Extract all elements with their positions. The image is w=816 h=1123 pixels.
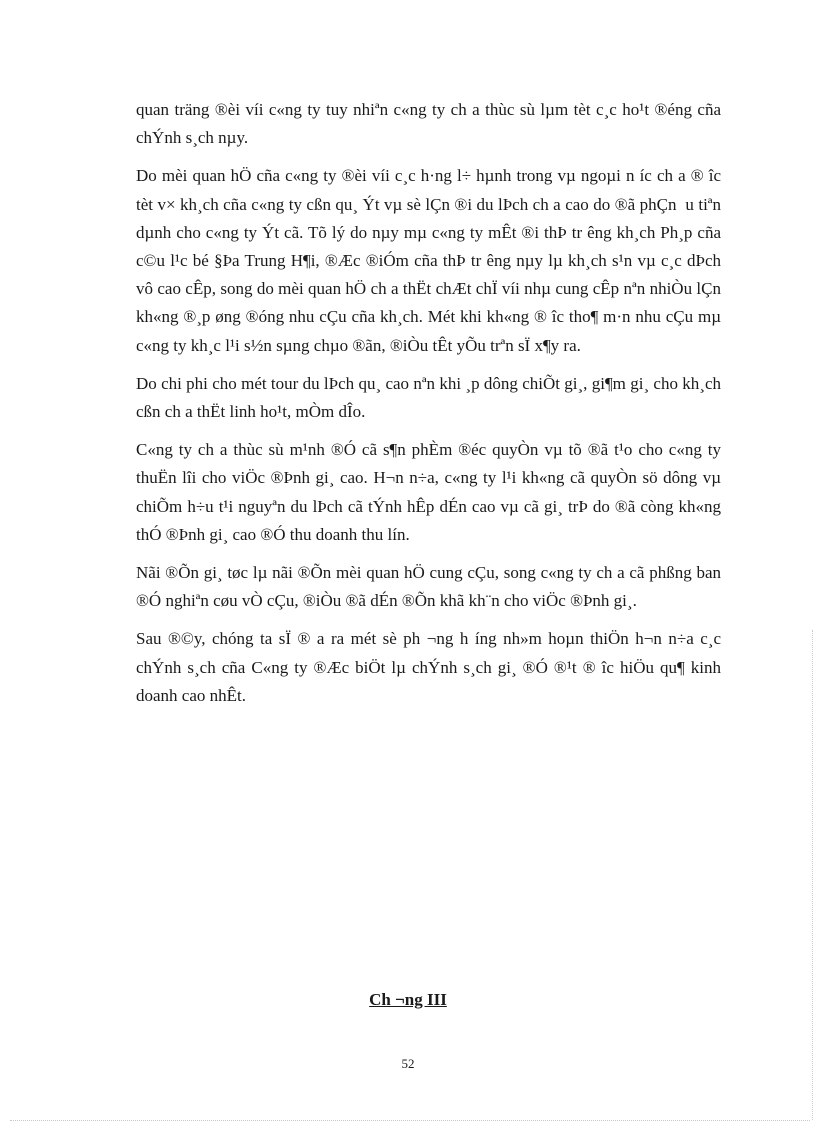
paragraph-3: Do chi phi cho mét tour du lÞch qu¸ cao nªn khi ¸p dông chiÕt gi¸, gi¶m gi¸ cho kh¸ch cßn ch a thËt linh ho¹t, mÒm dÎo. [136,373,726,422]
paragraph-6: Sau ®©y, chóng ta sÏ ® a ra mét sè ph ¬ng h íng nh»m hoµn thiÖn h¬n n÷a c¸c chÝnh s¸ch cña C«ng ty ®Æc biÖt lµ chÝnh s¸ch gi¸ ®Ó ®¹t ® îc hiÖu qu¶ kinh doanh cao nhÊt. [136,629,726,705]
paragraph-5: Nãi ®Õn gi¸ tøc lµ nãi ®Õn mèi quan hÖ cung cÇu, song c«ng ty ch a cã phßng ban ®Ó nghiªn cøu vÒ cÇu, ®iÒu ®ã dÉn ®Õn khã kh¨n cho viÖc ®Þnh gi¸. [136,563,726,611]
page-border-bottom [10,1120,810,1121]
paragraph-1: quan träng ®èi víi c«ng ty tuy nhiªn c«ng ty ch a thùc sù lµm tèt c¸c ho¹t ®éng cña chÝnh s¸ch nµy. [136,100,726,148]
paragraph-2: Do mèi quan hÖ cña c«ng ty ®èi víi c¸c h·ng l÷ hµnh trong vµ ngoµi n íc ch a ® îc tèt v× kh¸ch cña c«ng ty cßn qu¸ Ýt vµ sè lÇn ®i du lÞch ch a cao do ®ã phÇn u tiªn dµnh cho c«ng ty Ýt cã. Tõ lý do nµy mµ c«ng ty mÊt ®i thÞ tr êng kh¸ch Ph¸p cña c©u l¹c bé §Þa Trung H¶i, ®Æc ®iÓm cña thÞ tr êng nµy lµ kh¸ch s¹n vµ c¸c dÞch vô cao cÊp, song do mèi quan hÖ ch a thËt chÆt chÏ víi nhµ cung cÊp nªn nhiÒu lÇn kh«ng ®¸p øng ®óng nhu cÇu cña kh¸ch. Mét khi kh«ng ® îc tho¶ m·n nhu cÇu mµ c«ng ty kh¸c l¹i s½n sµng chµo ®ãn, ®iÒu tÊt yÕu trªn sÏ x¶y ra. [136,166,726,355]
chapter-title: Ch ¬ng III [369,990,447,1009]
page-border-right [812,630,813,1120]
page-body [136,96,726,720]
paragraph-4: C«ng ty ch a thùc sù m¹nh ®Ó cã s¶n phÈm ®éc quyÒn vµ tõ ®ã t¹o cho c«ng ty thuËn lîi cho viÖc ®Þnh gi¸ cao. H¬n n÷a, c«ng ty l¹i kh«ng cã quyÒn sö dông vµ chiÕm h÷u t¹i nguyªn du lÞch cã tÝnh hÊp dÉn cao vµ cã gi¸ trÞ do ®ã còng kh«ng thÓ ®Þnh gi¸ cao ®Ó thu doanh thu lín. [136,440,726,544]
page-number: 52 [401,1056,415,1071]
